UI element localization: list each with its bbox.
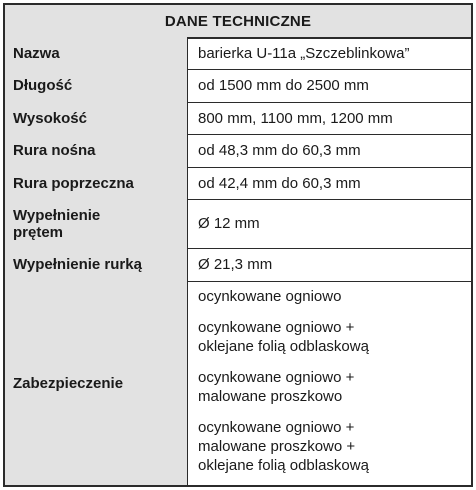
protection-option: ocynkowane ogniowo — [198, 288, 342, 305]
row-label: Rura poprzeczna — [5, 167, 188, 199]
protection-options — [188, 281, 471, 485]
row-value: od 48,3 mm do 60,3 mm — [198, 142, 361, 159]
row-label: Rura nośna — [5, 134, 188, 167]
row-value: 800 mm, 1100 mm, 1200 mm — [198, 109, 393, 127]
row-value: od 1500 mm do 2500 mm — [198, 77, 369, 94]
table-row — [5, 102, 471, 135]
protection-option: ocynkowane ogniowo + oklejane folią odblaskową — [198, 319, 369, 355]
row-value: Ø 21,3 mm — [198, 256, 273, 273]
row-label-line: prętem — [13, 223, 64, 241]
table-row — [5, 134, 471, 168]
row-label: Nazwa — [5, 37, 188, 69]
table-row — [5, 167, 471, 200]
table-row — [5, 248, 471, 282]
row-value: Ø 12 mm — [198, 215, 260, 232]
row-label: Wysokość — [5, 102, 188, 134]
row-value: od 42,4 mm do 60,3 mm — [198, 174, 361, 192]
table-header: DANE TECHNICZNE — [5, 5, 471, 39]
row-label: Wypełnienie rurką — [5, 248, 188, 281]
row-label-line: Wypełnienie — [13, 206, 101, 224]
row-label — [5, 199, 188, 248]
table-row — [5, 199, 471, 249]
table-row — [5, 281, 471, 485]
technical-data-table — [3, 3, 473, 487]
row-label: Długość — [5, 69, 188, 102]
protection-option: ocynkowane ogniowo + malowane proszkowo + oklejane folią odblaskową — [198, 419, 369, 474]
protection-option: ocynkowane ogniowo + malowane proszkowo — [198, 369, 355, 405]
row-value: barierka U-11a „Szczeblinkowa” — [198, 44, 410, 62]
table-row — [5, 69, 471, 103]
row-label: Zabezpieczenie — [5, 281, 188, 485]
table-row — [5, 37, 471, 70]
